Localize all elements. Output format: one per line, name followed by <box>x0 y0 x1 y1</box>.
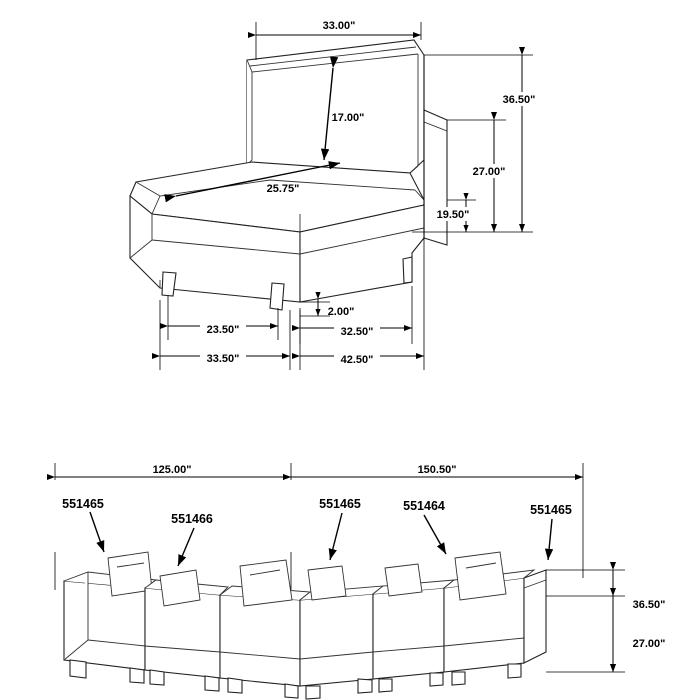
dim-sofa-overall-width: 150.50" <box>417 464 457 476</box>
model-551466: 551466 <box>171 512 213 526</box>
model-551465-right: 551465 <box>530 503 572 517</box>
model-551464: 551464 <box>403 499 445 513</box>
dim-overall-height: 36.50" <box>502 94 536 106</box>
dim-seat-height: 19.50" <box>436 209 470 221</box>
dim-overall-width: 33.50" <box>206 353 240 365</box>
dim-left-section-width: 125.00" <box>152 464 192 476</box>
dim-back-height: 17.00" <box>331 112 365 124</box>
dim-leg-height: 2.00" <box>327 306 355 318</box>
dim-seat-width-inner: 23.50" <box>206 324 240 336</box>
sectional-drawing <box>64 552 546 699</box>
dim-overall-depth: 42.50" <box>340 354 374 366</box>
model-number-labels <box>62 497 572 526</box>
dim-seat-depth-inner: 32.50" <box>340 326 374 338</box>
dim-sofa-overall-height: 36.50" <box>632 599 666 611</box>
dim-seat-back-width: 33.00" <box>322 20 356 32</box>
dim-arm-height: 27.00" <box>472 166 506 178</box>
model-551465-center: 551465 <box>319 497 361 511</box>
model-551465-left: 551465 <box>62 497 104 511</box>
dim-sofa-arm-height: 27.00" <box>632 638 666 650</box>
dim-seat-depth: 25.75" <box>266 183 300 195</box>
armless-chair-drawing <box>130 40 447 310</box>
